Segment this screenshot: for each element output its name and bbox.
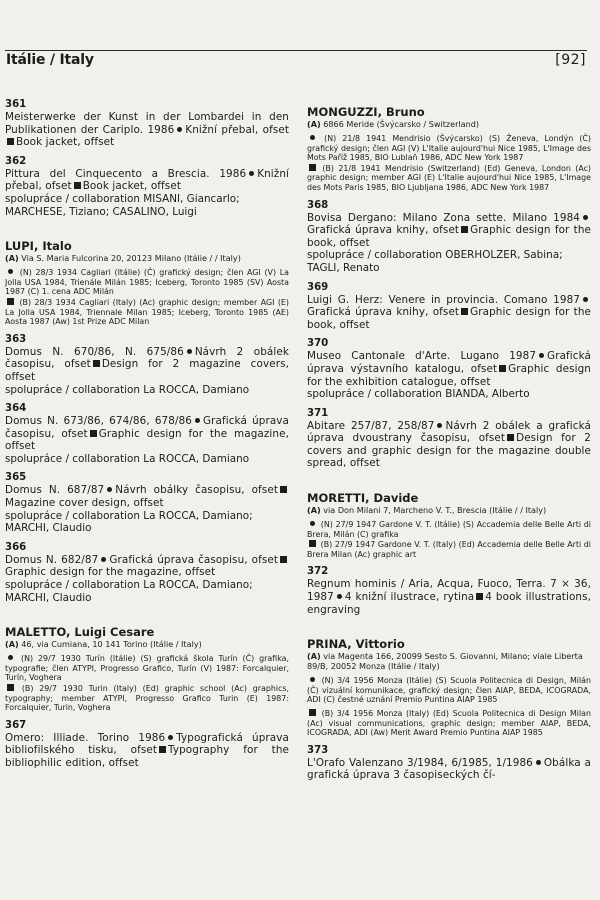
entry-number: 367 <box>5 719 27 731</box>
english-square-icon <box>461 226 468 233</box>
entry-cz: Grafická úprava knihy, ofset <box>307 224 460 237</box>
artist-name: MORETTI, Davide <box>307 491 419 506</box>
page-number: [92] <box>555 52 586 68</box>
czech-bullet-icon <box>310 677 315 682</box>
english-square-icon <box>280 486 287 493</box>
entry-cz: Návrh 2 obálek časopisu, ofset <box>5 345 289 371</box>
english-square-icon <box>309 164 316 171</box>
entry-362 <box>5 156 289 218</box>
czech-bullet-icon <box>8 269 13 274</box>
entry-title: Meisterwerke der Kunst in der Lombardei in den Publikationen der Cariplo. 1986 <box>5 111 289 136</box>
entry-number: 366 <box>5 541 27 553</box>
entry-number: 371 <box>307 407 329 419</box>
artist-bio-en: (B) 29/7 1930 Turin (Italy) (Ed) graphic school (Ac) graphics, typography; member ATYPI, Progresso Grafico Turin (E) 1987: Forcalquier, Turin, Voghera <box>5 684 289 713</box>
artist-address: (A) 6866 Meride (Švýcarsko / Switzerland) <box>307 119 480 129</box>
artist-prina <box>307 638 591 738</box>
czech-bullet-icon <box>187 349 192 354</box>
artist-bio-cz: (N) 29/7 1930 Turín (Itálie) (S) grafická škola Turín (Č) grafika, typografie; člen ATYPI, Progresso Grafico, Turín (V) 1987: Forcalquier, Turín, Voghera <box>5 654 289 683</box>
english-square-icon <box>499 365 506 372</box>
czech-bullet-icon <box>8 655 13 660</box>
entry-title: Domus N. 682/87 <box>5 553 99 566</box>
czech-bullet-icon <box>168 735 173 740</box>
english-square-icon <box>309 709 316 716</box>
czech-bullet-icon <box>583 215 588 220</box>
english-square-icon <box>7 298 14 305</box>
artist-bio-en: (B) 27/9 1947 Gardone V. T. (Italy) (Ed) Accademia delle Belle Arti di Brera Milan (Ac) graphic art <box>307 540 591 559</box>
page-title: Itálie / Italy <box>6 52 94 68</box>
entry-number: 370 <box>307 338 329 350</box>
czech-bullet-icon <box>310 521 315 526</box>
artist-bio-cz: (N) 3/4 1956 Monza (Itálie) (S) Scuola Politecnica di Design, Milán (Č) vizuální komunikace, grafický design; člen AIAP, BEDA, ICOGRADA, ADI (C) čestné uznání Premio Puntina AIAP 1985 <box>307 676 591 705</box>
czech-bullet-icon <box>539 353 544 358</box>
left-column <box>5 92 289 770</box>
artist-bio-cz: (N) 27/9 1947 Gardone V. T. (Itálie) (S) Accademia delle Belle Arti di Brera, Milán (C) grafika <box>307 520 592 539</box>
entry-cz: 4 knižní ilustrace, rytina <box>344 591 475 604</box>
czech-bullet-icon <box>583 297 588 302</box>
entry-title: Luigi G. Herz: Venere in provincia. Comano 1987 <box>307 293 580 306</box>
entry-en: Book jacket, offset <box>16 136 115 149</box>
english-square-icon <box>280 556 287 563</box>
artist-bio-en: (B) 28/3 1934 Cagliari (Italy) (Ac) graphic design; member AGI (E) La Jolla USA 1984, Triennale Milan 1985; Iceberg, Toronto 1985 (AE) Aosta 1987 (Aw) 1st Prize ADC Milan <box>5 297 289 327</box>
czech-bullet-icon <box>437 423 442 428</box>
entry-title: Domus N. 673/86, 674/86, 678/86 <box>5 415 192 428</box>
english-square-icon <box>90 430 97 437</box>
entry-en: Graphic design for the magazine, offset <box>5 427 289 453</box>
entry-369 <box>307 282 591 332</box>
entry-title: L'Orafo Valenzano 3/1984, 6/1985, 1/1986 <box>307 756 533 769</box>
entry-en: Graphic design for the magazine, offset <box>5 566 216 579</box>
entry-collaboration: spolupráce / collaboration La ROCCA, Damiano <box>5 383 250 396</box>
entry-en: Book jacket, offset <box>82 180 181 193</box>
entry-cz: Návrh 2 obálek a grafická úprava dvoustrany časopisu, ofset <box>307 419 591 445</box>
entry-collaboration: spolupráce / collaboration OBERHOLZER, Sabina; TAGLI, Renato <box>307 249 563 274</box>
entry-collaboration: spolupráce / collaboration MISANI, Giancarlo; MARCHESE, Tiziano; CASALINO, Luigi <box>5 192 240 218</box>
entry-en: Magazine cover design, offset <box>5 497 164 510</box>
entry-370 <box>307 338 591 400</box>
artist-bio-cz: (N) 21/8 1941 Mendrisio (Švýcarsko) (S) Ženeva, Londýn (Č) grafický design; člen AGI (V) L'Italie aujourd'hui Nice 1985, L'Image des Mots Paříž 1985, BIO Lublaň 1986, ADC New York 1987 <box>307 134 591 163</box>
czech-bullet-icon <box>310 135 315 140</box>
entry-en: Graphic design for the exhibition catalogue, offset <box>307 362 591 388</box>
entry-number: 369 <box>307 281 329 293</box>
artist-monguzzi <box>307 106 591 193</box>
entry-372 <box>307 566 591 616</box>
entry-365 <box>5 472 289 534</box>
entry-collaboration: spolupráce / collaboration BIANDA, Alberto <box>307 388 530 401</box>
entry-title: Pittura del Cinquecento a Brescia. 1986 <box>5 167 247 180</box>
header-rule <box>5 50 587 51</box>
entry-title: Museo Cantonale d'Arte. Lugano 1987 <box>307 350 537 363</box>
entry-364 <box>5 403 289 465</box>
entry-cz: Grafická úprava časopisu, ofset <box>5 415 290 440</box>
entry-361 <box>5 99 289 149</box>
entry-371 <box>307 408 591 470</box>
entry-366 <box>5 542 289 604</box>
entry-number: 362 <box>5 155 27 167</box>
entry-title: Domus N. 670/86, N. 675/86 <box>5 345 184 358</box>
english-square-icon <box>476 593 483 600</box>
entry-cz: Knižní přebal, ofset <box>5 167 289 193</box>
entry-en: Graphic design for the book, offset <box>307 306 592 331</box>
entry-cz: Typografická úprava bibliofilského tisku, ofset <box>5 731 289 757</box>
english-square-icon <box>507 434 514 441</box>
artist-bio-cz: (N) 28/3 1934 Cagliari (Itálie) (Č) grafický design; člen AGI (V) La Jolla USA 1984, Trienále Milán 1985; Iceberg, Toronto 1985 (SV) Aosta 1987 (C) 1. cena ADC Milán <box>5 268 289 297</box>
entry-373 <box>307 745 591 782</box>
entry-cz: Obálka a grafická úprava 3 časopiseckých čí- <box>307 756 591 782</box>
entry-367 <box>5 720 289 770</box>
entry-368 <box>307 200 591 275</box>
entry-cz: Knižní přebal, ofset <box>185 123 290 136</box>
artist-address: (A) via Magenta 166, 20099 Sesto S. Giovanni, Milano; viale Liberta 89/B, 20052 Monza (Itálie / Italy) <box>307 651 583 672</box>
english-square-icon <box>74 182 81 189</box>
artist-bio-en: (B) 21/8 1941 Mendrisio (Switzerland) (Ed) Geneva, London (Ac) graphic design; member AGI (E) L'Italie aujourd'hui Nice 1985, L'Image des Mots Paris 1985, BIO Ljubljana 1986, ADC New York 1987 <box>307 163 592 192</box>
entry-en: Design for 2 magazine covers, offset <box>5 358 289 383</box>
entry-en: 4 book illustrations, engraving <box>307 591 592 616</box>
entry-title: Abitare 257/87, 258/87 <box>307 419 435 432</box>
entry-363 <box>5 334 289 396</box>
artist-lupi <box>5 240 289 327</box>
entry-title: Domus N. 687/87 <box>5 484 105 497</box>
entry-cz: Grafická úprava časopisu, ofset <box>109 553 279 566</box>
entry-en: Graphic design for the book, offset <box>307 224 592 249</box>
right-column <box>307 106 591 782</box>
entry-number: 361 <box>5 99 27 110</box>
artist-address: (A) Via S. Maria Fulcorina 20, 20123 Milano (Itálie / / Italy) <box>5 253 241 264</box>
english-square-icon <box>159 746 166 753</box>
english-square-icon <box>93 360 100 367</box>
czech-bullet-icon <box>536 760 541 765</box>
entry-number: 368 <box>307 199 329 211</box>
english-square-icon <box>309 540 316 547</box>
artist-address: (A) via Don Milani 7, Marcheno V. T., Brescia (Itálie / / Italy) <box>307 505 547 516</box>
artist-bio-en: (B) 3/4 1956 Monza (Italy) (Ed) Scuola Politecnica di Design Milan (Ac) visual communications, graphic design; member AIAP, BEDA, ICOGRADA, ADI (Aw) Merit Award Premio Puntina AIAP 1985 <box>307 709 591 738</box>
artist-moretti <box>307 492 591 559</box>
czech-bullet-icon <box>101 557 106 562</box>
entry-title: Omero: Illiade. Torino 1986 <box>5 731 166 744</box>
entry-collaboration: spolupráce / collaboration La ROCCA, Damiano; MARCHI, Claudio <box>5 579 253 604</box>
english-square-icon <box>7 138 14 145</box>
artist-name: LUPI, Italo <box>5 239 72 254</box>
entry-cz: Grafická úprava výstavního katalogu, ofset <box>307 350 591 375</box>
english-square-icon <box>7 684 14 691</box>
entry-en: Design for 2 covers and graphic design for the magazine double spread, offset <box>307 432 591 470</box>
entry-collaboration: spolupráce / collaboration La ROCCA, Damiano <box>5 452 250 465</box>
artist-name: MONGUZZI, Bruno <box>307 105 425 119</box>
artist-name: MALETTO, Luigi Cesare <box>5 625 155 640</box>
czech-bullet-icon <box>337 594 342 599</box>
entry-collaboration: spolupráce / collaboration La ROCCA, Damiano; MARCHI, Claudio <box>5 509 253 535</box>
entry-number: 364 <box>5 403 27 415</box>
czech-bullet-icon <box>195 418 200 423</box>
czech-bullet-icon <box>177 127 182 132</box>
entry-en: Typography for the bibliophilic edition, offset <box>5 744 289 769</box>
entry-cz: Návrh obálky časopisu, ofset <box>115 484 278 497</box>
czech-bullet-icon <box>107 487 112 492</box>
artist-name: PRINA, Vittorio <box>307 637 405 652</box>
entry-number: 373 <box>307 744 329 756</box>
entry-number: 365 <box>5 472 27 484</box>
entry-number: 372 <box>307 566 329 578</box>
artist-address: (A) 46, via Cumiana, 10 141 Torino (Itálie / Italy) <box>5 639 202 650</box>
artist-maletto <box>5 626 289 713</box>
entry-number: 363 <box>5 333 27 345</box>
english-square-icon <box>461 308 468 315</box>
entry-cz: Grafická úprava knihy, ofset <box>307 306 460 319</box>
czech-bullet-icon <box>249 171 254 176</box>
entry-title: Bovisa Dergano: Milano Zona sette. Milano 1984 <box>307 211 580 224</box>
entry-title: Regnum hominis / Aria, Acqua, Fuoco, Terra. 7 × 36, 1987 <box>307 578 591 604</box>
